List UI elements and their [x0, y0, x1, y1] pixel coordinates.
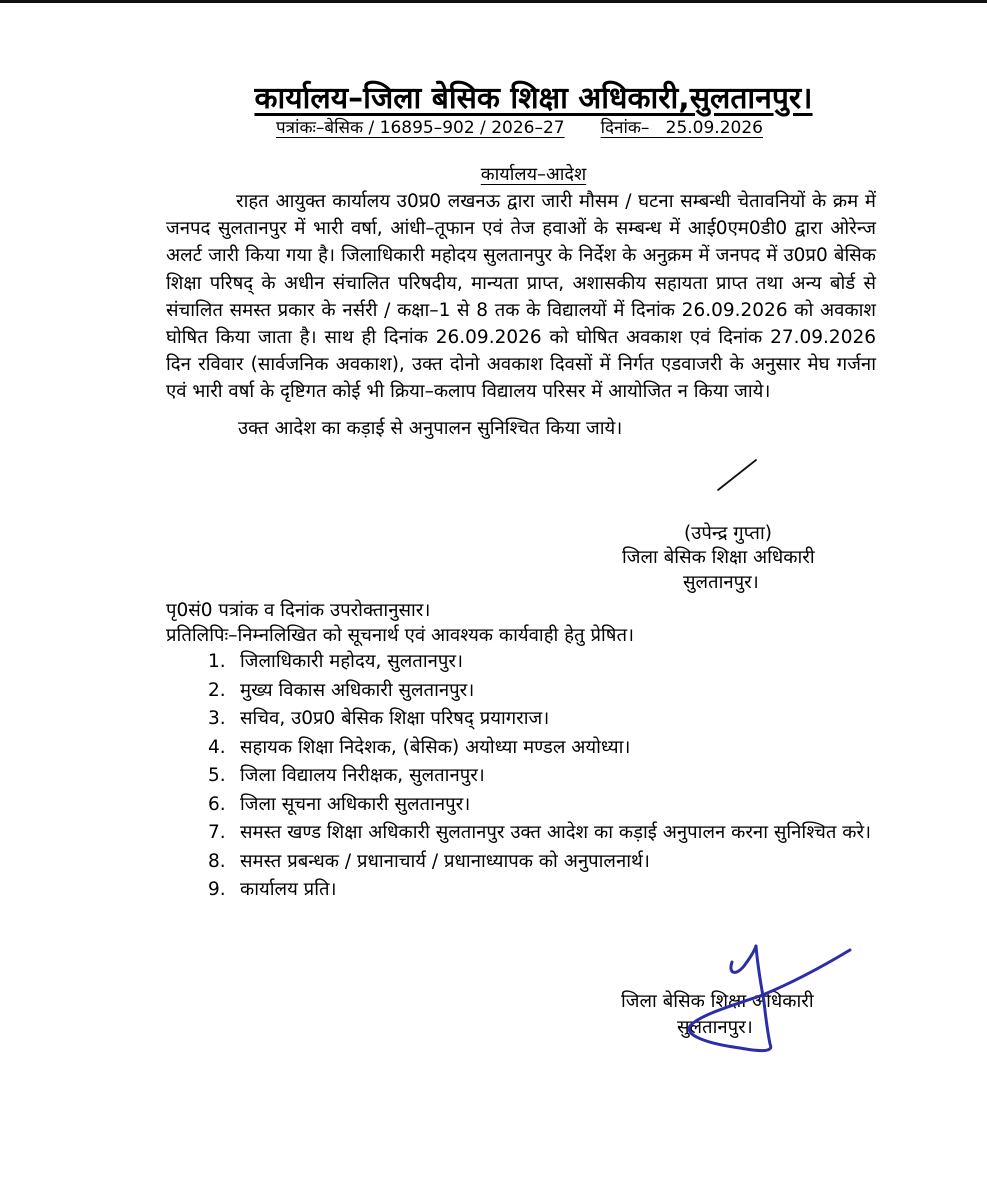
list-item-text: मुख्य विकास अधिकारी सुलतानपुर।: [240, 679, 475, 701]
list-item-number: 8.: [208, 850, 226, 872]
order-paragraph-text: राहत आयुक्त कार्यालय उ0प्र0 लखनऊ द्वारा जारी मौसम / घटना सम्बन्धी चेतावनियों के क्रम में जनपद सुलतानपुर में भारी वर्षा, आंधी–तूफान एवं तेज हवाओं के सम्बन्ध में आई0एम0डी0 द्वारा ओरेन्ज अलर्ट जारी किया गया है। जिलाधिकारी महोदय सुलतानपुर के निर्देश के अनुक्रम में जनपद में उ0प्र0 बेसिक शिक्षा परिषद् के अधीन संचालित परिषदीय, मान्यता प्राप्त, अशासकीय सहायता प्राप्त तथा अन्य बोर्ड से संचालित समस्त प्रकार के नर्सरी / कक्षा–1 से 8 तक के विद्यालयों में दिनांक 26.09.2026 को अवकाश घोषित किया जाता है। साथ ही दिनांक 26.09.2026 को घोषित अवकाश एवं दिनांक 27.09.2026 दिन रविवार (सार्वजनिक अवकाश), उक्त दोनो अवकाश दिवसों में निर्गत एडवाजरी के अनुसार मेघ गर्जना एवं भारी वर्षा के दृष्टिगत कोई भी क्रिया–कलाप विद्यालय परिसर में आयोजित न किया जाये।: [166, 191, 876, 403]
order-heading: कार्यालय–आदेश: [480, 164, 587, 185]
order-closing: उक्त आदेश का कड़ाई से अनुपालन सुनिश्चित किया जाये।: [238, 418, 623, 439]
list-item-number: 5.: [208, 765, 226, 786]
list-item-number: 4.: [208, 736, 226, 758]
officer-name: (उपेन्द्र गुप्ता): [684, 523, 772, 544]
date-value: 25.09.2026: [665, 118, 763, 138]
list-item: [208, 705, 878, 734]
order-paragraph: [166, 188, 876, 406]
office-title: कार्यालय–जिला बेसिक शिक्षा अधिकारी,सुलतानपुर।: [254, 81, 813, 116]
list-item: [208, 791, 878, 820]
list-item-number: 3.: [208, 708, 226, 729]
list-item: [208, 734, 878, 763]
officer-place: सुलतानपुर।: [683, 572, 759, 593]
list-item-number: 9.: [208, 879, 226, 900]
signatory-place: सुलतानपुर।: [677, 1017, 753, 1038]
list-item-text: जिलाधिकारी महोदय, सुलतानपुर।: [240, 651, 463, 672]
list-item-text: समस्त खण्ड शिक्षा अधिकारी सुलतानपुर उक्त आदेश का कड़ाई अनुपालन करना सुनिश्चित करे।: [240, 822, 872, 843]
signatory-title: जिला बेसिक शिक्षा अधिकारी: [621, 991, 814, 1012]
list-item-number: 2.: [208, 679, 226, 701]
list-item-number: 7.: [208, 822, 226, 843]
top-border-line: [0, 0, 987, 3]
list-item-text: जिला सूचना अधिकारी सुलतानपुर।: [240, 793, 471, 815]
list-item-text: सचिव, उ0प्र0 बेसिक शिक्षा परिषद् प्रयागराज।: [240, 708, 550, 729]
list-item-number: 1.: [208, 651, 226, 672]
list-item: [208, 819, 878, 848]
initial-mark: [712, 456, 762, 496]
copy-list: [208, 648, 878, 905]
officer-title: जिला बेसिक शिक्षा अधिकारी: [622, 547, 815, 568]
list-item-number: 6.: [208, 793, 226, 815]
endorsement-line: पृ0सं0 पत्रांक व दिनांक उपरोक्तानुसार।: [166, 600, 431, 621]
copy-to-line: प्रतिलिपिः–निम्नलिखित को सूचनार्थ एवं आवश्यक कार्यवाही हेतु प्रेषित।: [166, 625, 635, 646]
list-item: [208, 677, 878, 706]
reference-number: पत्रांकः–बेसिक / 16895–902 / 2026–27: [276, 118, 565, 138]
reference-line: [276, 115, 763, 138]
handwritten-signature: [670, 940, 860, 1060]
list-item-text: कार्यालय प्रति।: [240, 879, 337, 900]
list-item: [208, 648, 878, 677]
list-item: [208, 876, 878, 905]
date-label: दिनांक–: [600, 118, 650, 138]
list-item: [208, 762, 878, 791]
list-item-text: सहायक शिक्षा निदेशक, (बेसिक) अयोध्या मण्डल अयोध्या।: [240, 736, 631, 758]
list-item-text: जिला विद्यालय निरीक्षक, सुलतानपुर।: [240, 765, 485, 786]
list-item: [208, 848, 878, 877]
list-item-text: समस्त प्रबन्धक / प्रधानाचार्य / प्रधानाध्यापक को अनुपालनार्थ।: [240, 850, 650, 872]
